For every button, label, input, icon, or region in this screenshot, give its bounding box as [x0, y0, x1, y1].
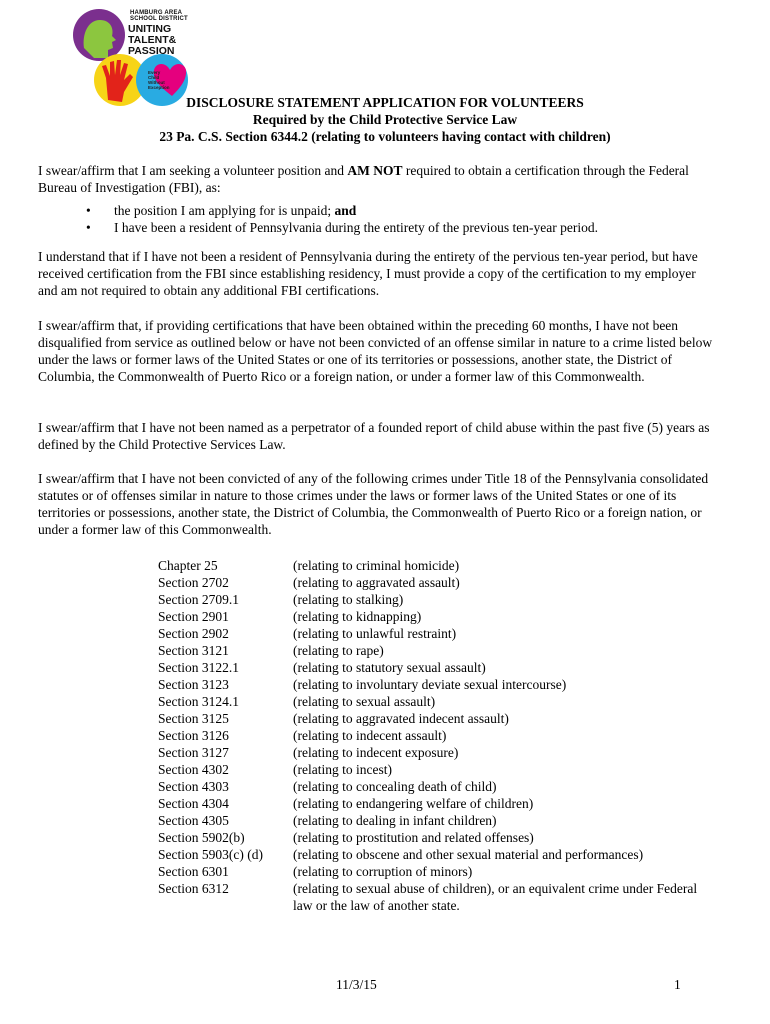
- logo-line-3: UNITING: [128, 23, 172, 35]
- table-row: [158, 591, 698, 608]
- table-row: [158, 761, 698, 778]
- crime-section: Section 3121: [158, 643, 229, 658]
- table-row: [158, 710, 698, 727]
- crime-section: Section 5903(c) (d): [158, 847, 263, 862]
- crime-section: Section 3123: [158, 677, 229, 692]
- table-row: [158, 676, 698, 693]
- crime-section: Section 2709.1: [158, 592, 239, 607]
- document-heading: [0, 94, 770, 145]
- logo-line-5: PASSION: [128, 45, 175, 57]
- crime-section: Section 2902: [158, 626, 229, 641]
- district-logo: [72, 8, 190, 108]
- crime-description: (relating to incest): [293, 762, 392, 777]
- crime-description: (relating to endangering welfare of children): [293, 796, 534, 811]
- crime-section: Chapter 25: [158, 558, 218, 573]
- crime-description: (relating to corruption of minors): [293, 864, 473, 879]
- crime-description: (relating to sexual abuse of children), or an equivalent crime under Federal law or the law of another state.: [293, 881, 698, 913]
- crime-section: Section 5902(b): [158, 830, 245, 845]
- table-row: [158, 557, 698, 574]
- table-row: [158, 625, 698, 642]
- crime-description: (relating to kidnapping): [293, 609, 422, 624]
- table-row: [158, 863, 698, 880]
- table-row: [158, 642, 698, 659]
- bullet-icon: •: [86, 203, 91, 218]
- table-row: [158, 659, 698, 676]
- list-item: [38, 202, 718, 219]
- heading-citation: 23 Pa. C.S. Section 6344.2 (relating to volunteers having contact with children): [159, 129, 611, 144]
- crime-description: (relating to unlawful restraint): [293, 626, 457, 641]
- table-row: [158, 727, 698, 744]
- crime-section: Section 3125: [158, 711, 229, 726]
- logo-line-1: HAMBURG AREA: [130, 10, 183, 16]
- crime-description: (relating to obscene and other sexual material and performances): [293, 847, 644, 862]
- crime-section: Section 2901: [158, 609, 229, 624]
- table-row: [158, 574, 698, 591]
- crime-description: (relating to stalking): [293, 592, 404, 607]
- intro-text-a: I swear/affirm that I am seeking a volunteer position and: [38, 163, 348, 178]
- crime-section: Section 3127: [158, 745, 229, 760]
- logo-line-2: SCHOOL DISTRICT: [130, 16, 188, 22]
- list-item: [38, 219, 718, 236]
- intro-text-b: required to obtain a certification through the Federal Bureau of Investigation (FBI), as:: [38, 163, 689, 195]
- crime-description: (relating to rape): [293, 643, 384, 658]
- table-row: [158, 608, 698, 625]
- paragraph-crimes: I swear/affirm that I have not been convicted of any of the following crimes under Title 18 of the Pennsylvania consolidated statutes or of offenses similar in nature to those crimes under the laws or former laws of the United States or one of its territories or possessions, another state, the District of Columbia, the Commonwealth of Puerto Rico or a foreign nation, or under a former law of this Commonwealth.: [38, 471, 709, 537]
- bullet-text-2: I have been a resident of Pennsylvania during the entirety of the previous ten-year period.: [114, 220, 598, 235]
- crime-section: Section 6312: [158, 881, 229, 896]
- crime-section: Section 4305: [158, 813, 229, 828]
- bullet-list: [38, 202, 718, 236]
- table-row: [158, 812, 698, 829]
- intro-paragraph: [38, 162, 718, 196]
- crimes-list: [158, 557, 698, 914]
- crime-description: (relating to criminal homicide): [293, 558, 460, 573]
- crime-section: Section 2702: [158, 575, 229, 590]
- crime-description: (relating to aggravated indecent assault): [293, 711, 509, 726]
- table-row: [158, 880, 698, 914]
- crime-description: (relating to indecent assault): [293, 728, 447, 743]
- crime-section: Section 3124.1: [158, 694, 239, 709]
- crime-description: (relating to involuntary deviate sexual intercourse): [293, 677, 567, 692]
- crime-section: Section 4304: [158, 796, 229, 811]
- heading-title: DISCLOSURE STATEMENT APPLICATION FOR VOLUNTEERS: [186, 95, 584, 110]
- crime-description: (relating to concealing death of child): [293, 779, 497, 794]
- logo-small-text: Every Child Without Exception: [148, 70, 170, 90]
- intro-bold: AM NOT: [347, 163, 403, 178]
- crime-section: Section 4302: [158, 762, 229, 777]
- bullet-icon: •: [86, 220, 91, 235]
- table-row: [158, 744, 698, 761]
- crime-section: Section 6301: [158, 864, 229, 879]
- paragraph-certifications: I swear/affirm that, if providing certifications that have been obtained within the preceding 60 months, I have not been disqualified from service as outlined below or have not been convicted of an offense similar in nature to a crime listed below under the laws or former laws of the United States or one of its territories or possessions, another state, the District of Columbia, the Commonwealth of Puerto Rico or a foreign nation, or under a former law of this Commonwealth.: [38, 318, 713, 384]
- bullet-bold-1: and: [334, 203, 357, 218]
- paragraph-child-abuse: I swear/affirm that I have not been named as a perpetrator of a founded report of child abuse within the past five (5) years as defined by the Child Protective Services Law.: [38, 420, 710, 452]
- crime-section: Section 3126: [158, 728, 229, 743]
- footer-date: 11/3/15: [336, 977, 377, 992]
- crime-description: (relating to prostitution and related offenses): [293, 830, 534, 845]
- heading-subtitle: Required by the Child Protective Service Law: [252, 112, 518, 127]
- paragraph-residency: I understand that if I have not been a resident of Pennsylvania during the entirety of the pervious ten-year period, but have received certification from the FBI since establishing residency, I must provide a copy of the certification to my employer and am not required to obtain any additional FBI certifications.: [38, 249, 698, 298]
- bullet-text-1: the position I am applying for is unpaid;: [114, 203, 335, 218]
- page-number: 1: [674, 977, 681, 992]
- crime-section: Section 4303: [158, 779, 229, 794]
- crime-description: (relating to sexual assault): [293, 694, 436, 709]
- crime-description: (relating to aggravated assault): [293, 575, 460, 590]
- table-row: [158, 693, 698, 710]
- crime-section: Section 3122.1: [158, 660, 239, 675]
- crime-description: (relating to statutory sexual assault): [293, 660, 486, 675]
- table-row: [158, 829, 698, 846]
- table-row: [158, 778, 698, 795]
- crime-description: (relating to indecent exposure): [293, 745, 459, 760]
- logo-line-4: TALENT&: [128, 34, 177, 46]
- crime-description: (relating to dealing in infant children): [293, 813, 497, 828]
- table-row: [158, 846, 698, 863]
- table-row: [158, 795, 698, 812]
